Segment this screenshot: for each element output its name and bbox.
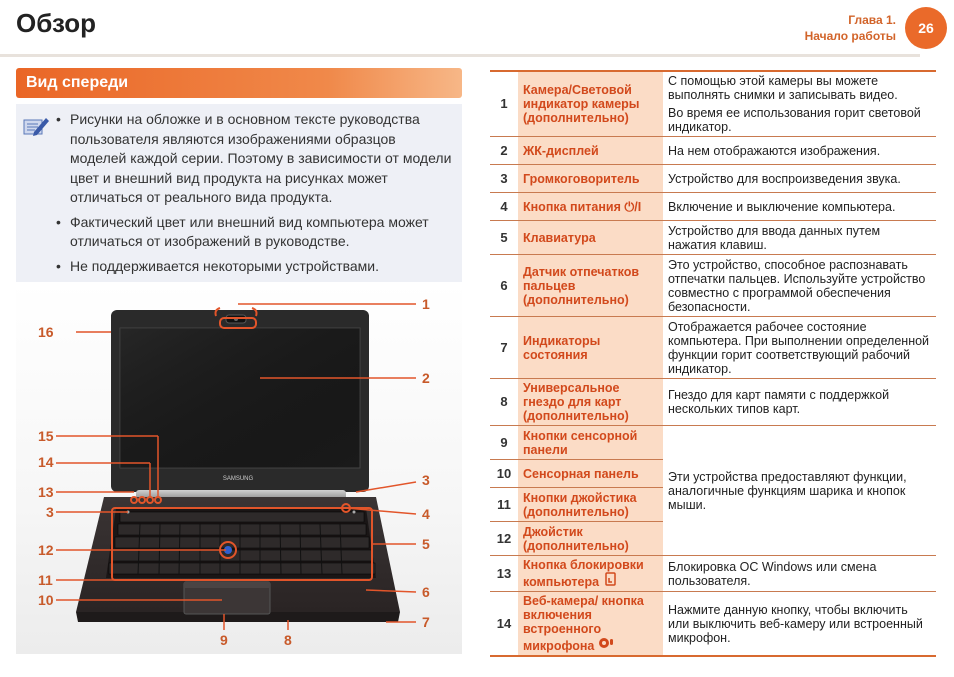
table-row: [490, 317, 936, 379]
table-row: [490, 426, 936, 460]
callout-16: 16: [38, 324, 54, 340]
part-description: Устройство для воспроизведения звука.: [668, 171, 901, 186]
callout-1: 1: [422, 296, 430, 312]
part-description: Включение и выключение компьютера.: [668, 199, 896, 214]
page-title: Обзор: [16, 8, 96, 38]
callout-4: 4: [422, 506, 430, 522]
callout-13: 13: [38, 484, 54, 500]
note-item: • Фактический цвет или внешний вид компьютера может отличаться от изображений в руководстве.: [56, 213, 454, 252]
table-row: [490, 556, 936, 592]
part-description: Гнездо для карт памяти с поддержкой нескольких типов карт.: [668, 388, 890, 416]
part-description: Блокировка ОС Windows или смена пользователя.: [668, 559, 877, 588]
callout-7: 7: [422, 614, 430, 630]
part-name: Громкоговоритель: [518, 165, 663, 193]
table-row: [490, 165, 936, 193]
chapter-number: Глава 1.: [848, 13, 896, 27]
callout-3-left: 3: [46, 504, 54, 520]
part-name: Кнопки джойстика (дополнительно): [518, 488, 663, 522]
part-name: ЖК-дисплей: [518, 137, 663, 165]
row-number: 14: [490, 592, 518, 657]
row-number: 5: [490, 221, 518, 255]
row-number: 6: [490, 255, 518, 317]
parts-table: [490, 70, 936, 657]
lock-key-icon: [603, 575, 617, 589]
callout-10: 10: [38, 592, 54, 608]
part-name: Кнопка питания: [523, 199, 621, 214]
part-name: Сенсорная панель: [518, 460, 663, 488]
row-number: 7: [490, 317, 518, 379]
part-name: Джойстик (дополнительно): [518, 522, 663, 556]
header-divider: [0, 54, 920, 57]
part-description: Отображается рабочее состояние компьютера. При выполнении определенной функции горит соответствующий рабочий индикатор.: [668, 319, 930, 376]
part-name: Кнопки сенсорной панели: [518, 426, 663, 460]
part-description: Устройство для ввода данных путем нажатия клавиш.: [668, 223, 881, 252]
table-row: [490, 193, 936, 221]
part-name: Универсальное гнездо для карт (дополнительно): [518, 379, 663, 426]
part-description-merged: Эти устройства предоставляют функции, аналогичные функциям шарика и кнопок мыши.: [668, 469, 907, 512]
row-number: 2: [490, 137, 518, 165]
callout-2: 2: [422, 370, 430, 386]
part-name: Индикаторы состояния: [518, 317, 663, 379]
row-number: 12: [490, 522, 518, 556]
webcam-mic-icon: [598, 639, 614, 653]
row-number: 4: [490, 193, 518, 221]
note-box: [16, 104, 462, 282]
row-number: 9: [490, 426, 518, 460]
callout-15: 15: [38, 428, 54, 444]
note-list: [56, 110, 454, 281]
brand-logo: SAMSUNG: [222, 476, 254, 482]
row-number: 3: [490, 165, 518, 193]
part-name: Камера/Световой индикатор камеры (дополнительно): [518, 71, 663, 137]
chapter-label: [805, 12, 896, 44]
part-name: Датчик отпечатков пальцев (дополнительно): [518, 255, 663, 317]
table-row: [490, 592, 936, 657]
callout-14: 14: [38, 454, 54, 470]
table-row: [490, 379, 936, 426]
part-description: Нажмите данную кнопку, чтобы включить или выключить веб-камеру или встроенный микрофон.: [668, 602, 923, 645]
section-heading: Вид спереди: [16, 68, 462, 98]
part-name-cell: [518, 556, 663, 592]
callout-11: 11: [38, 572, 53, 588]
part-name-cell: [518, 592, 663, 657]
power-icon: ⏻/I: [624, 199, 642, 214]
part-description: На нем отображаются изображения.: [668, 143, 881, 158]
desc-text: Во время ее использования горит световой индикатор.: [668, 106, 921, 134]
callout-5: 5: [422, 536, 430, 552]
callout-6: 6: [422, 584, 430, 600]
callout-3-right: 3: [422, 472, 430, 488]
row-number: 13: [490, 556, 518, 592]
part-name-cell: [518, 193, 663, 221]
row-number: 8: [490, 379, 518, 426]
row-number: 10: [490, 460, 518, 488]
part-description: Это устройство, способное распознавать отпечатки пальцев. Используйте устройство совместно с программой обеспечения безопасности.: [668, 257, 926, 314]
table-row: [490, 221, 936, 255]
note-item: • Рисунки на обложке и в основном тексте руководства пользователя являются изображениями образцов моделей каждой серии. Поэтому в зависимости от модели цвет и внешний вид продукта на рисунках может отличаться от реального вида продукта.: [56, 110, 454, 208]
callout-9: 9: [220, 632, 228, 648]
callout-8: 8: [284, 632, 292, 648]
chapter-title: Начало работы: [804, 29, 896, 43]
page-number-badge: 26: [905, 7, 947, 49]
table-row: [490, 255, 936, 317]
callout-12: 12: [38, 542, 54, 558]
table-row: [490, 137, 936, 165]
desc-text: С помощью этой камеры вы можете выполнять снимки и записывать видео.: [668, 74, 898, 102]
part-name: Кнопка блокировки компьютера: [523, 558, 644, 589]
row-number: 11: [490, 488, 518, 522]
laptop-illustration: [16, 282, 462, 654]
note-item: • Не поддерживается некоторыми устройствами.: [56, 257, 454, 277]
note-pencil-icon: [22, 114, 50, 145]
part-description: [663, 71, 936, 137]
row-number: 1: [490, 71, 518, 137]
part-name: Веб-камера/ кнопка включения встроенного микрофона: [523, 594, 644, 653]
part-name: Клавиатура: [518, 221, 663, 255]
table-row: [490, 71, 936, 137]
laptop-figure: [16, 282, 462, 654]
